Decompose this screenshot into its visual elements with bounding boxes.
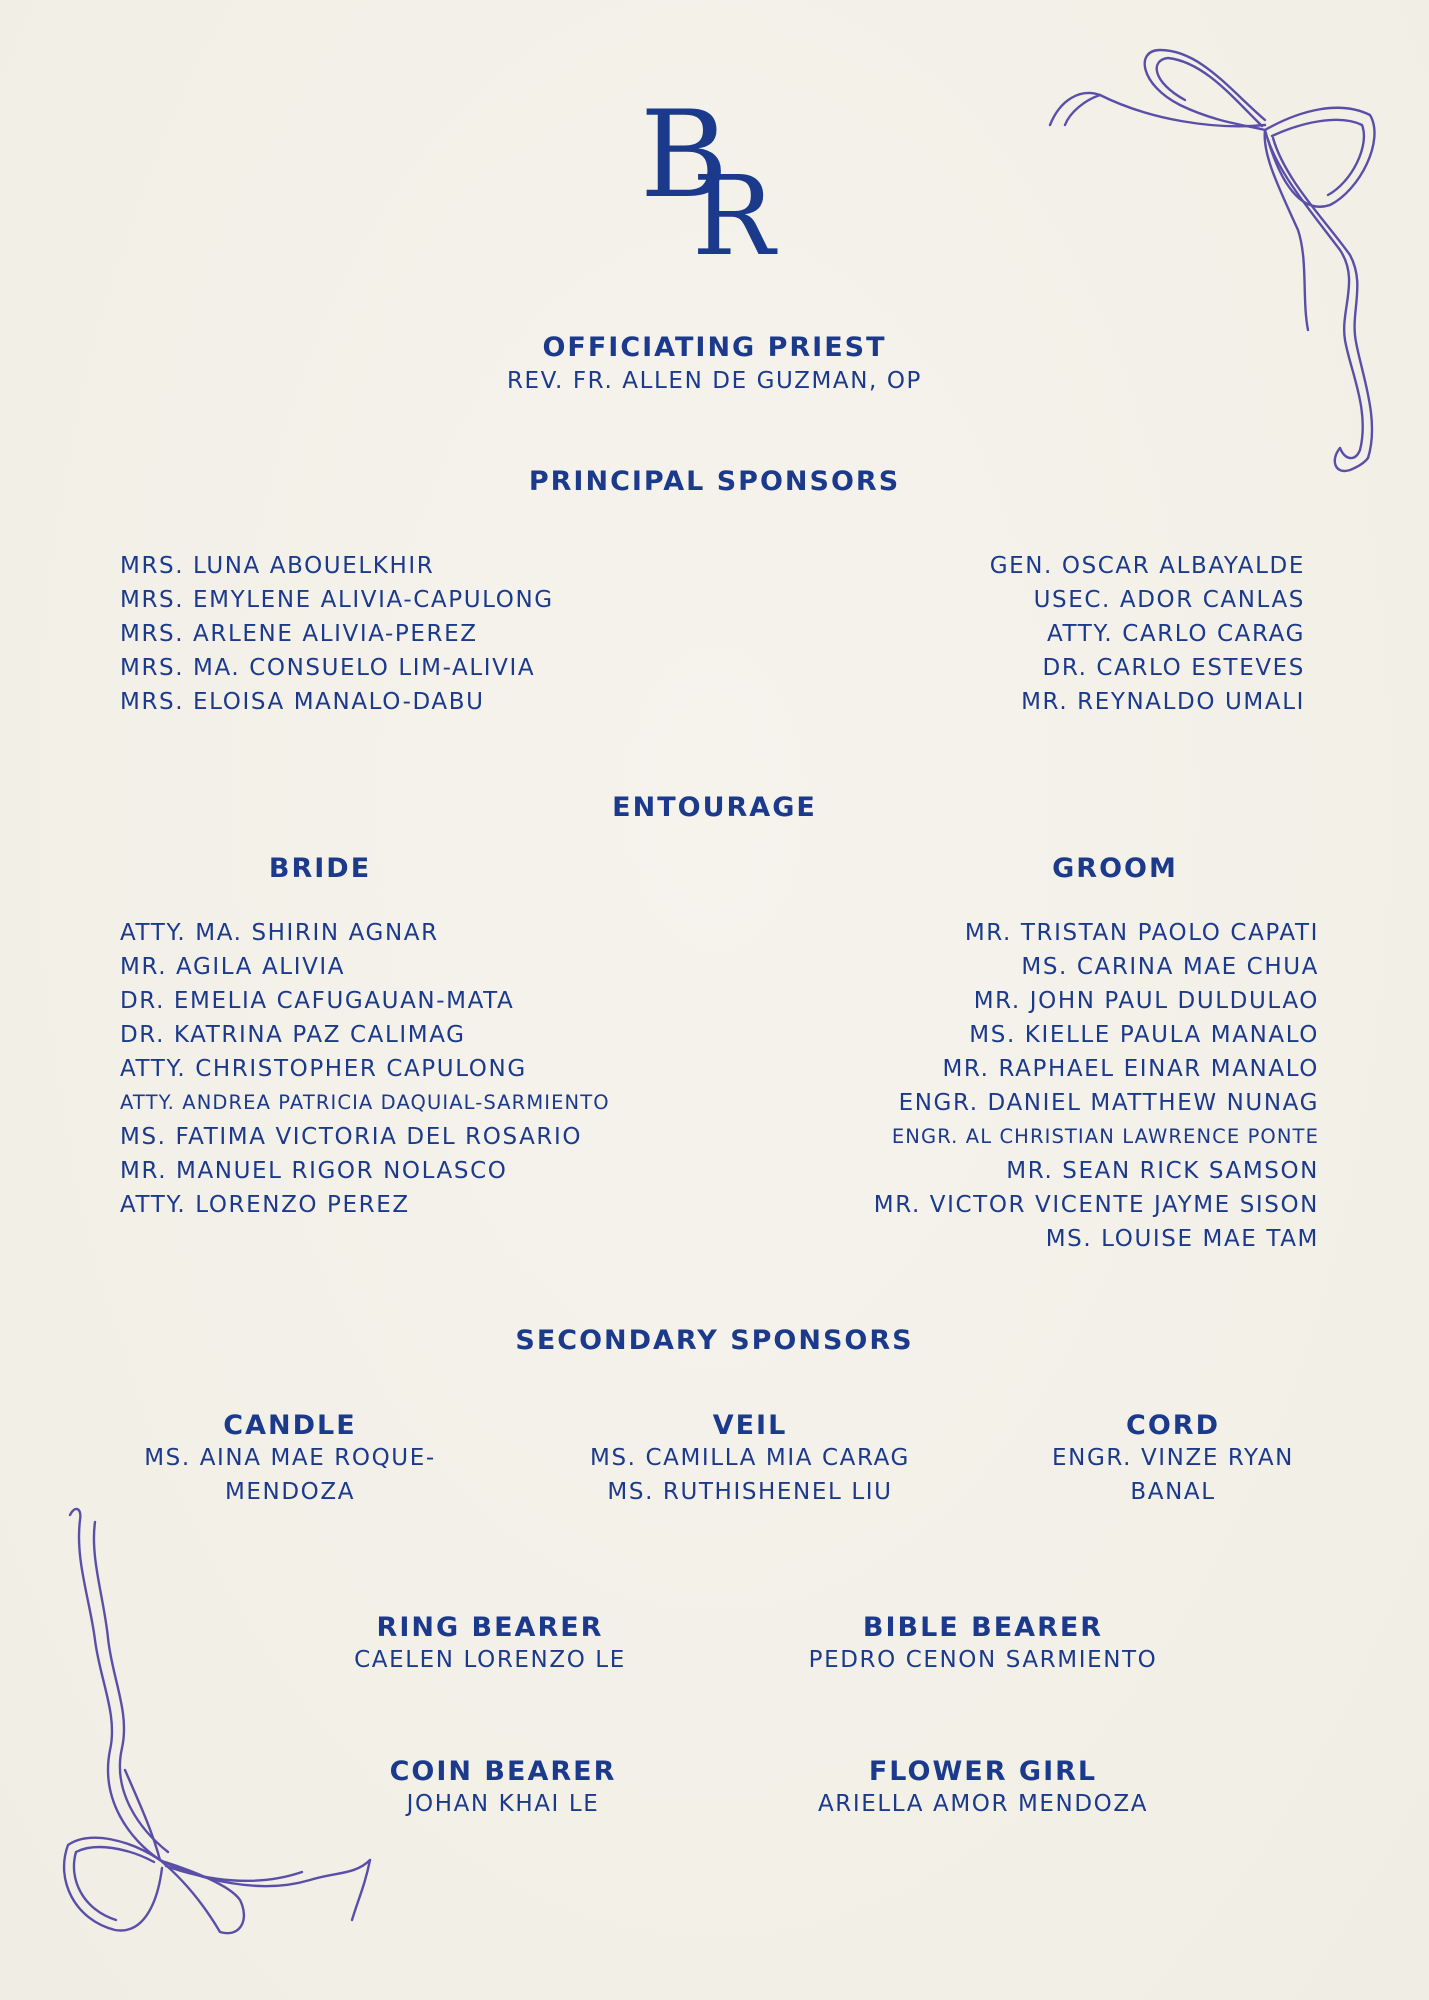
list-item: MR. JOHN PAUL DULDULAO bbox=[973, 988, 1319, 1014]
monogram-logo bbox=[630, 96, 810, 266]
officiating-priest-name: REV. FR. ALLEN DE GUZMAN, OP bbox=[506, 368, 923, 394]
list-item: MS. CARINA MAE CHUA bbox=[1021, 954, 1319, 980]
list-item: MR. VICTOR VICENTE JAYME SISON bbox=[873, 1192, 1319, 1218]
list-item: MRS. EMYLENE ALIVIA-CAPULONG bbox=[120, 587, 554, 613]
list-item: GEN. OSCAR ALBAYALDE bbox=[989, 553, 1305, 579]
list-item: MR. RAPHAEL EINAR MANALO bbox=[942, 1056, 1319, 1082]
coin-bearer-name: JOHAN KHAI LE bbox=[406, 1791, 600, 1817]
list-item: MR. SEAN RICK SAMSON bbox=[1006, 1158, 1319, 1184]
list-item: DR. KATRINA PAZ CALIMAG bbox=[120, 1022, 466, 1048]
officiating-priest-heading: OFFICIATING PRIEST bbox=[542, 332, 887, 363]
veil-heading: VEIL bbox=[712, 1410, 788, 1441]
ring-bearer-name: CAELEN LORENZO LE bbox=[354, 1647, 626, 1673]
principal-sponsors-right-list bbox=[705, 549, 1305, 719]
list-item: ENGR. AL CHRISTIAN LAWRENCE PONTE bbox=[891, 1125, 1319, 1148]
groom-entourage-list bbox=[720, 916, 1319, 1256]
principal-sponsors-heading: PRINCIPAL SPONSORS bbox=[528, 466, 901, 497]
list-item: MRS. LUNA ABOUELKHIR bbox=[120, 553, 435, 579]
list-item: MR. MANUEL RIGOR NOLASCO bbox=[120, 1158, 508, 1184]
list-item: MS. AINA MAE ROQUE- bbox=[144, 1445, 436, 1471]
entourage-heading: ENTOURAGE bbox=[612, 792, 817, 823]
cord-heading: CORD bbox=[1126, 1410, 1220, 1441]
list-item: MS. KIELLE PAULA MANALO bbox=[969, 1022, 1319, 1048]
list-item: MR. AGILA ALIVIA bbox=[120, 954, 346, 980]
list-item: MRS. ARLENE ALIVIA-PEREZ bbox=[120, 621, 478, 647]
candle-sponsor-group bbox=[144, 1410, 436, 1509]
cord-sponsor-group bbox=[1052, 1410, 1294, 1509]
list-item: MR. REYNALDO UMALI bbox=[1021, 689, 1305, 715]
list-item: MRS. MA. CONSUELO LIM-ALIVIA bbox=[120, 655, 536, 681]
list-item: MS. FATIMA VICTORIA DEL ROSARIO bbox=[120, 1124, 583, 1150]
principal-sponsors-left-list bbox=[120, 549, 720, 719]
ring-bearer-heading: RING BEARER bbox=[376, 1612, 604, 1643]
list-item: ATTY. LORENZO PEREZ bbox=[120, 1192, 410, 1218]
secondary-sponsors-heading: SECONDARY SPONSORS bbox=[515, 1325, 914, 1356]
list-item: ATTY. CARLO CARAG bbox=[1046, 621, 1305, 647]
groom-heading: GROOM bbox=[1052, 853, 1178, 884]
bible-bearer-name: PEDRO CENON SARMIENTO bbox=[808, 1647, 1158, 1673]
list-item: MR. TRISTAN PAOLO CAPATI bbox=[964, 920, 1319, 946]
ribbon-bow-bottom-left-icon bbox=[40, 1500, 400, 1940]
list-item: MS. RUTHISHENEL LIU bbox=[607, 1479, 893, 1505]
flower-girl-group bbox=[818, 1756, 1148, 1821]
flower-girl-heading: FLOWER GIRL bbox=[868, 1756, 1098, 1787]
monogram-letter-r: R bbox=[692, 152, 775, 266]
list-item: MS. CAMILLA MIA CARAG bbox=[590, 1445, 910, 1471]
list-item: DR. EMELIA CAFUGAUAN-MATA bbox=[120, 988, 515, 1014]
ribbon-bow-top-right-icon bbox=[1040, 30, 1400, 480]
list-item: ENGR. DANIEL MATTHEW NUNAG bbox=[898, 1090, 1319, 1116]
list-item: MENDOZA bbox=[224, 1479, 356, 1505]
coin-bearer-heading: COIN BEARER bbox=[389, 1756, 617, 1787]
flower-girl-name: ARIELLA AMOR MENDOZA bbox=[817, 1791, 1149, 1817]
list-item: USEC. ADOR CANLAS bbox=[1033, 587, 1305, 613]
list-item: BANAL bbox=[1130, 1479, 1216, 1505]
list-item: ATTY. CHRISTOPHER CAPULONG bbox=[120, 1056, 527, 1082]
ring-bearer-group bbox=[354, 1612, 626, 1677]
list-item: DR. CARLO ESTEVES bbox=[1042, 655, 1305, 681]
list-item: ATTY. MA. SHIRIN AGNAR bbox=[120, 920, 439, 946]
veil-sponsor-group bbox=[590, 1410, 910, 1509]
bible-bearer-group bbox=[809, 1612, 1158, 1677]
monogram-letter-b: B bbox=[640, 96, 729, 225]
list-item: ATTY. ANDREA PATRICIA DAQUIAL-SARMIENTO bbox=[120, 1091, 610, 1114]
bible-bearer-heading: BIBLE BEARER bbox=[862, 1612, 1104, 1643]
candle-heading: CANDLE bbox=[223, 1410, 357, 1441]
coin-bearer-group bbox=[390, 1756, 617, 1821]
bride-heading: BRIDE bbox=[268, 853, 372, 884]
list-item: ENGR. VINZE RYAN bbox=[1052, 1445, 1294, 1471]
list-item: MS. LOUISE MAE TAM bbox=[1045, 1226, 1319, 1252]
list-item: MRS. ELOISA MANALO-DABU bbox=[120, 689, 485, 715]
bride-entourage-list bbox=[120, 916, 760, 1222]
